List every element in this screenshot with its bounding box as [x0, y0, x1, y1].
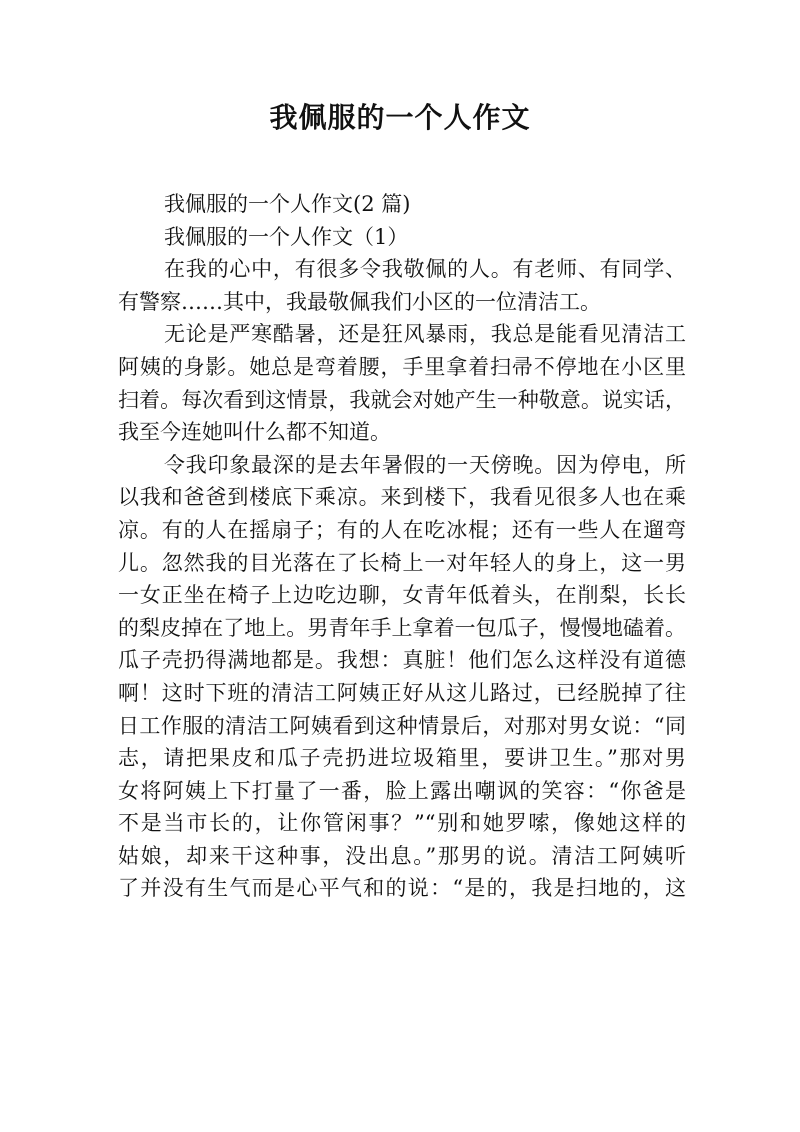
text-line: 我佩服的一个人作文（1） — [164, 224, 409, 249]
text-line: 姑娘，却来干这种事，没出息。”那男的说。清洁工阿姨听 — [118, 843, 686, 868]
text-line: 令我印象最深的是去年暑假的一天傍晚。因为停电，所 — [164, 452, 686, 477]
text-line: 啊！这时下班的清洁工阿姨正好从这儿路过，已经脱掉了往 — [118, 680, 686, 705]
text-line: 志，请把果皮和瓜子壳扔进垃圾箱里，要讲卫生。”那对男 — [118, 746, 686, 771]
text-line: 无论是严寒酷暑，还是狂风暴雨，我总是能看见清洁工 — [164, 322, 686, 347]
text-line: 以我和爸爸到楼底下乘凉。来到楼下，我看见很多人也在乘 — [118, 485, 686, 510]
text-line: 瓜子壳扔得满地都是。我想：真脏！他们怎么这样没有道德 — [118, 648, 686, 673]
text-line: 扫着。每次看到这情景，我就会对她产生一种敬意。说实话， — [118, 387, 686, 412]
text-line: 我至今连她叫什么都不知道。 — [118, 420, 391, 445]
text-line: 有警察……其中，我最敬佩我们小区的一位清洁工。 — [118, 289, 601, 314]
text-line: 一女正坐在椅子上边吃边聊，女青年低着头，在削梨，长长 — [118, 583, 686, 608]
document-body — [118, 188, 686, 905]
text-line: 我佩服的一个人作文(2 篇) — [164, 192, 411, 216]
text-line: 在我的心中，有很多令我敬佩的人。有老师、有同学、 — [164, 257, 686, 282]
text-line: 的梨皮掉在了地上。男青年手上拿着一包瓜子，慢慢地磕着。 — [118, 615, 686, 640]
text-line: 了并没有生气而是心平气和的说：“是的，我是扫地的，这 — [118, 876, 686, 901]
text-line: 凉。有的人在摇扇子；有的人在吃冰棍；还有一些人在遛弯 — [118, 517, 686, 542]
document-title: 我佩服的一个人作文 — [269, 101, 531, 134]
text-line: 不是当市长的，让你管闲事？”“别和她罗嗦，像她这样的 — [118, 811, 686, 836]
text-line: 日工作服的清洁工阿姨看到这种情景后，对那对男女说：“同 — [118, 713, 686, 738]
text-line: 儿。忽然我的目光落在了长椅上一对年轻人的身上，这一男 — [118, 550, 686, 575]
text-line: 女将阿姨上下打量了一番，脸上露出嘲讽的笑容：“你爸是 — [118, 778, 686, 803]
text-line: 阿姨的身影。她总是弯着腰，手里拿着扫帚不停地在小区里 — [118, 354, 686, 379]
